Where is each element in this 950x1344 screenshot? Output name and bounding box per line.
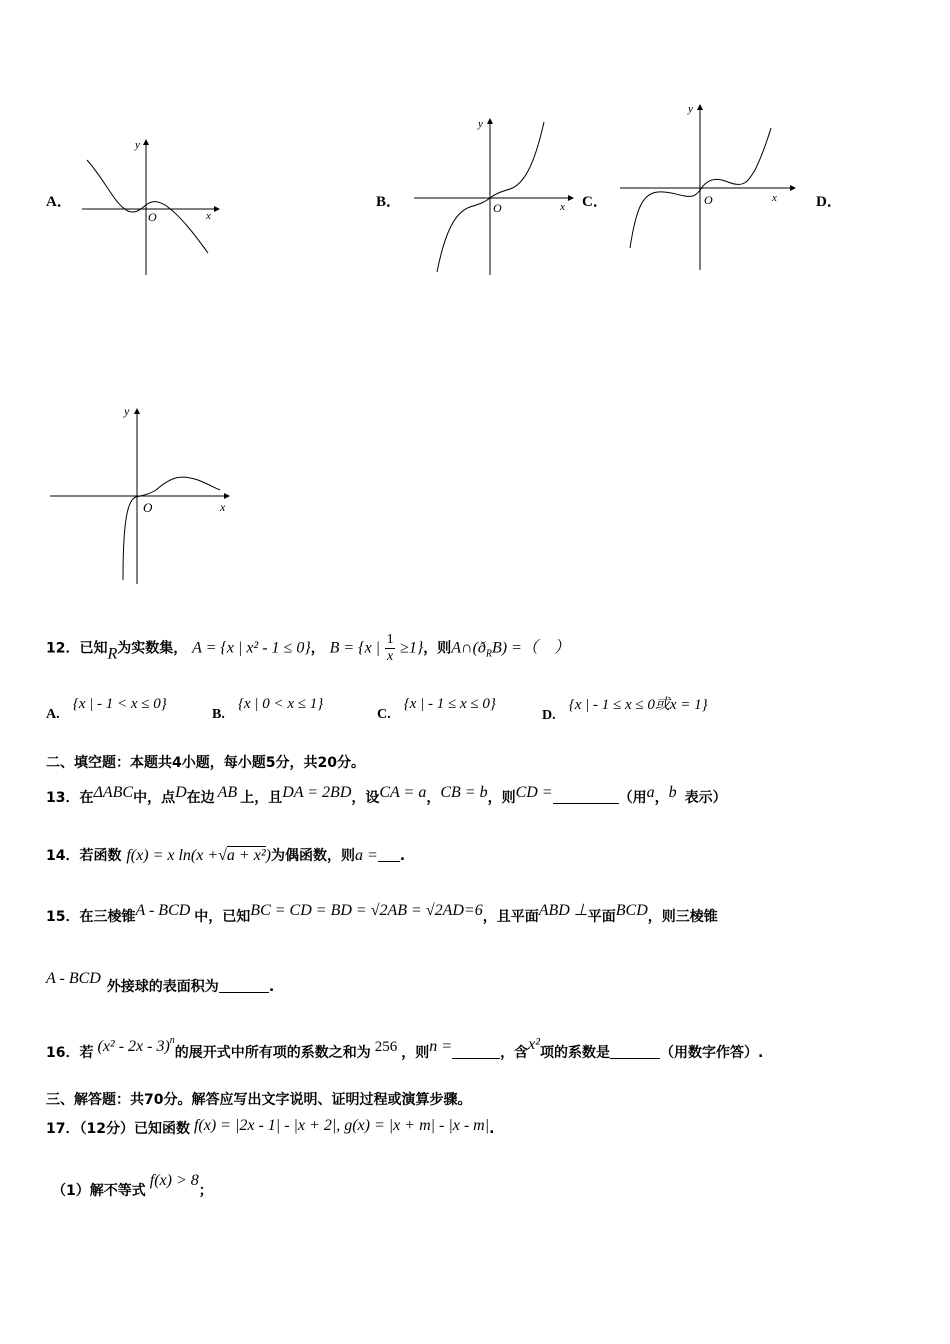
graph-c-origin-label: O — [704, 193, 713, 207]
q13-var-a: a — [646, 784, 655, 801]
q13-text-7: 表示） — [684, 790, 727, 806]
q12-comma: ， — [310, 640, 325, 657]
graph-b — [410, 112, 580, 277]
q12-number: 12．已知 — [46, 640, 108, 657]
q12-expr-sub: R — [485, 648, 492, 660]
graph-a-x-label: x — [206, 210, 211, 222]
q16-text-4: 项的系数是 — [540, 1045, 610, 1061]
q12-fraction-denominator: x — [386, 649, 394, 664]
q12-expr-2: B) =（ ） — [492, 639, 570, 657]
graph-d-x-label: x — [220, 500, 226, 514]
q17-1-text-1: ； — [198, 1183, 213, 1199]
q12-text-2: ，则 — [423, 640, 452, 657]
option-c-label: C． — [582, 194, 608, 210]
q14-function: f(x) = x ln(x + — [126, 847, 219, 864]
q15-pyramid-2: A - BCD — [46, 970, 101, 987]
graph-d-y-label: y — [124, 404, 130, 418]
q12-option-b-text: {x | 0 < x ≤ 1} — [237, 696, 324, 712]
q16-sum-value: 256 — [374, 1039, 398, 1055]
q13-vector-cb: CB = b — [440, 784, 488, 801]
q16-var-n: n = — [429, 1038, 453, 1055]
q17-1-label: （1）解不等式 — [52, 1183, 146, 1199]
q12-option-c-text: {x | - 1 ≤ x ≤ 0} — [403, 696, 496, 712]
q13-text-3: 上，且 — [240, 790, 283, 806]
q13-vector-cd: CD = — [515, 784, 553, 801]
graph-c — [618, 98, 796, 273]
q15-text-2: ，且平面 — [482, 909, 539, 925]
graph-b-y-label: y — [478, 118, 483, 130]
option-a-label: A． — [46, 194, 72, 210]
q12-option-b — [212, 693, 323, 723]
q16-answer-blank-2[interactable] — [610, 1044, 660, 1059]
graph-a-origin-label: O — [148, 210, 157, 224]
q13-vector-ca: CA = a — [379, 784, 427, 801]
question-17 — [46, 1117, 494, 1138]
graph-a-y-label: y — [135, 139, 140, 151]
q15-pyramid: A - BCD — [135, 902, 191, 919]
q16-expression: (x² - 2x - 3) — [97, 1038, 170, 1055]
q12-set-b-right: ≥1} — [400, 639, 424, 657]
q13-equation: DA = 2BD — [282, 784, 352, 801]
section-2-heading: 二、填空题：本题共4小题，每小题5分，共20分。 — [46, 755, 365, 771]
q16-number: 16．若 — [46, 1045, 94, 1061]
question-14: 14．若函数 f(x) = x ln(x +√a + x²)为偶函数，则a = . — [46, 847, 406, 864]
graph-d — [48, 400, 238, 586]
q15-equation: BC = CD = BD = √2AB = √2AD=6 — [250, 902, 483, 919]
q13-comma-1: ， — [426, 790, 441, 806]
graph-c-x-label: x — [772, 192, 777, 204]
q12-fraction-numerator: 1 — [386, 632, 394, 647]
q16-text-5: （用数字作答）. — [660, 1045, 764, 1061]
q12-option-d-label: D. — [542, 708, 556, 723]
graph-c-y-label: y — [688, 103, 693, 115]
q12-option-a-label: A. — [46, 707, 60, 722]
q12-option-b-label: B. — [212, 707, 225, 722]
graph-d-origin-label: O — [143, 500, 153, 515]
q16-text-2: ，则 — [401, 1045, 430, 1061]
q16-x-squared: x² — [528, 1036, 540, 1053]
q13-point-d: D — [175, 784, 187, 801]
question-12 — [46, 632, 570, 665]
q13-text-2: 在边 — [186, 790, 215, 806]
q12-set-b-left: B = {x | — [329, 639, 381, 657]
q14-radicand: a + x² — [226, 847, 266, 864]
question-15-line-2 — [46, 970, 274, 996]
q12-expr: A∩(ð — [451, 639, 486, 657]
q14-var-a: a = — [354, 847, 378, 864]
q16-text-1: 的展开式中所有项的系数之和为 — [174, 1045, 371, 1061]
graph-b-origin-label: O — [493, 201, 502, 215]
q12-text-1: 为实数集， — [117, 640, 188, 657]
q13-comma-2: ， — [654, 790, 669, 806]
q12-option-d — [542, 693, 708, 724]
q12-fraction — [385, 632, 395, 665]
q13-triangle: ΔABC — [93, 784, 134, 801]
q15-text-1: 中，已知 — [194, 909, 251, 925]
q15-number: 15．在三棱锥 — [46, 909, 136, 925]
q12-option-c-label: C. — [377, 707, 391, 722]
q12-option-d-text: {x | - 1 ≤ x ≤ 0或x = 1} — [568, 697, 708, 713]
q12-r-set: R — [107, 645, 118, 663]
q16-answer-blank-1[interactable] — [452, 1044, 500, 1059]
q14-number: 14．若函数 — [46, 848, 122, 864]
q13-text-5: ，则 — [487, 790, 516, 806]
q17-text-1: . — [489, 1121, 495, 1137]
question-15 — [46, 900, 718, 926]
q14-close-paren: ) — [265, 847, 271, 864]
q13-answer-blank[interactable] — [553, 789, 619, 804]
q15-plane-bcd: BCD — [615, 902, 648, 919]
q15-text-4: ，则三棱锥 — [647, 909, 718, 925]
q13-text-6: （用 — [618, 790, 647, 806]
q14-text-1: 为偶函数，则 — [270, 848, 355, 864]
q15-plane-abd: ABD ⊥ — [538, 902, 588, 919]
q15-answer-blank[interactable] — [219, 978, 269, 993]
option-b-label: B． — [376, 194, 402, 210]
q15-text-6: . — [268, 979, 275, 995]
q16-exponent-n: n — [169, 1035, 175, 1046]
graph-b-x-label: x — [560, 201, 565, 213]
q13-number: 13．在 — [46, 790, 94, 806]
q17-number: 17．（12分）已知函数 — [46, 1121, 190, 1137]
q12-set-a: A = {x | x² - 1 ≤ 0} — [192, 639, 311, 657]
question-13 — [46, 784, 727, 807]
option-d-label: D． — [816, 194, 842, 210]
q13-text-4: ，设 — [351, 790, 380, 806]
q15-text-3: 平面 — [587, 909, 616, 925]
q14-text-2: . — [399, 848, 406, 864]
q12-option-c — [377, 693, 496, 723]
graph-a — [80, 135, 220, 275]
question-16 — [46, 1035, 763, 1062]
q17-function: f(x) = |2x - 1| - |x + 2|, g(x) = |x + m| - |x - m| — [193, 1117, 490, 1134]
q13-text-1: 中，点 — [133, 790, 176, 806]
q12-option-a — [46, 693, 167, 723]
q16-text-3: ，含 — [500, 1045, 529, 1061]
section-3-heading: 三、解答题：共70分。解答应写出文字说明、证明过程或演算步骤。 — [46, 1092, 472, 1108]
q17-1-inequality: f(x) > 8 — [149, 1172, 199, 1189]
q12-option-a-text: {x | - 1 < x ≤ 0} — [72, 696, 167, 712]
q14-answer-blank[interactable] — [378, 847, 400, 862]
q15-text-5: 外接球的表面积为 — [106, 979, 219, 995]
q13-var-b: b — [668, 784, 677, 801]
question-17-part-1 — [52, 1172, 213, 1200]
q13-side-ab: AB — [217, 784, 238, 801]
